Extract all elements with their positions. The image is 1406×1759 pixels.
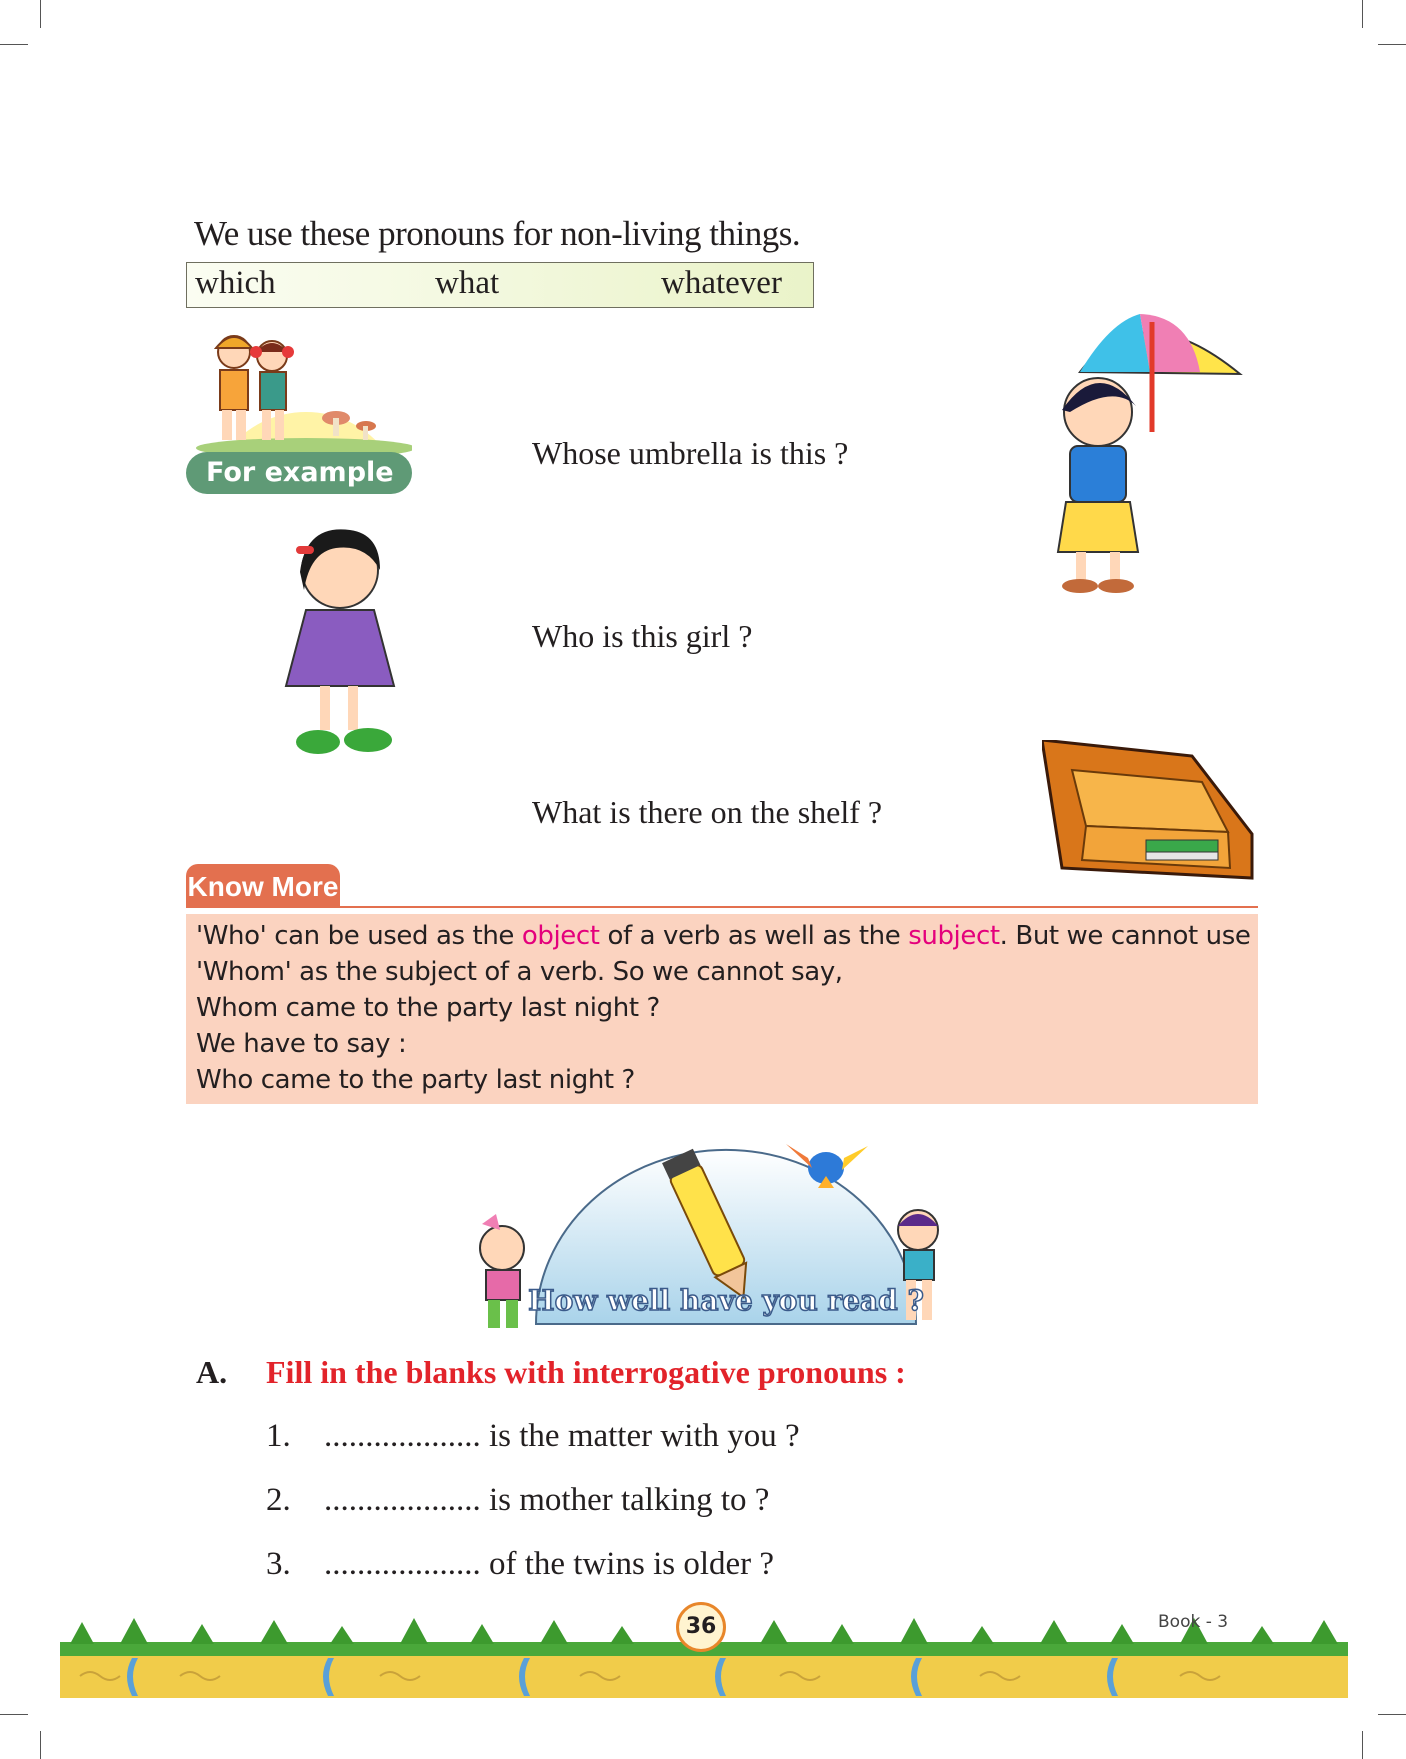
pronoun-box bbox=[186, 262, 814, 308]
pronoun-which: which bbox=[195, 265, 276, 301]
know-more-line-3: Whom came to the party last night ? bbox=[196, 993, 660, 1023]
know-more-line-5: Who came to the party last night ? bbox=[196, 1065, 635, 1095]
for-example-badge: For example : bbox=[186, 452, 412, 494]
crop-mark bbox=[0, 44, 28, 45]
highlight-object: object bbox=[521, 921, 600, 951]
exercise-item: 3. ................... of the twins is older ? bbox=[266, 1546, 775, 1582]
kids-illustration bbox=[186, 322, 412, 458]
know-more-tab: Know More bbox=[186, 864, 340, 908]
question-umbrella: Whose umbrella is this ? bbox=[532, 435, 849, 471]
exercise-item: 1. ................... is the matter with you ? bbox=[266, 1418, 800, 1454]
section-a-letter: A. bbox=[196, 1354, 228, 1390]
crop-mark bbox=[0, 1714, 28, 1715]
girl-illustration bbox=[276, 520, 402, 762]
pronoun-whatever: whatever bbox=[661, 265, 782, 301]
know-more-divider bbox=[186, 906, 1258, 908]
know-more-line-2: 'Whom' as the subject of a verb. So we cannot say, bbox=[196, 957, 843, 987]
page-number: 36 bbox=[676, 1602, 726, 1652]
question-shelf: What is there on the shelf ? bbox=[532, 794, 883, 830]
crop-mark bbox=[1378, 44, 1406, 45]
know-more-line-1: 'Who' can be used as the object of a verb as well as the subject. But we cannot use bbox=[196, 921, 1251, 951]
book-label: Book - 3 bbox=[1158, 1612, 1229, 1632]
crop-mark bbox=[40, 0, 41, 28]
exercise-item: 2. ................... is mother talking to ? bbox=[266, 1482, 770, 1518]
question-girl: Who is this girl ? bbox=[532, 618, 753, 654]
umbrella-girl-illustration bbox=[1040, 302, 1250, 596]
intro-text: We use these pronouns for non-living things. bbox=[194, 214, 801, 253]
banner-title: How well have you read ? bbox=[528, 1284, 924, 1317]
know-more-box bbox=[186, 914, 1258, 1104]
shelf-illustration bbox=[1042, 740, 1254, 882]
crop-mark bbox=[1362, 1731, 1363, 1759]
pronoun-what: what bbox=[435, 265, 500, 301]
section-a-title: Fill in the blanks with interrogative pronouns : bbox=[266, 1354, 906, 1390]
crop-mark bbox=[1362, 0, 1363, 28]
crop-mark bbox=[40, 1731, 41, 1759]
how-well-banner bbox=[466, 1118, 968, 1338]
highlight-subject: subject bbox=[908, 921, 1000, 951]
crop-mark bbox=[1378, 1714, 1406, 1715]
know-more-line-4: We have to say : bbox=[196, 1029, 407, 1059]
